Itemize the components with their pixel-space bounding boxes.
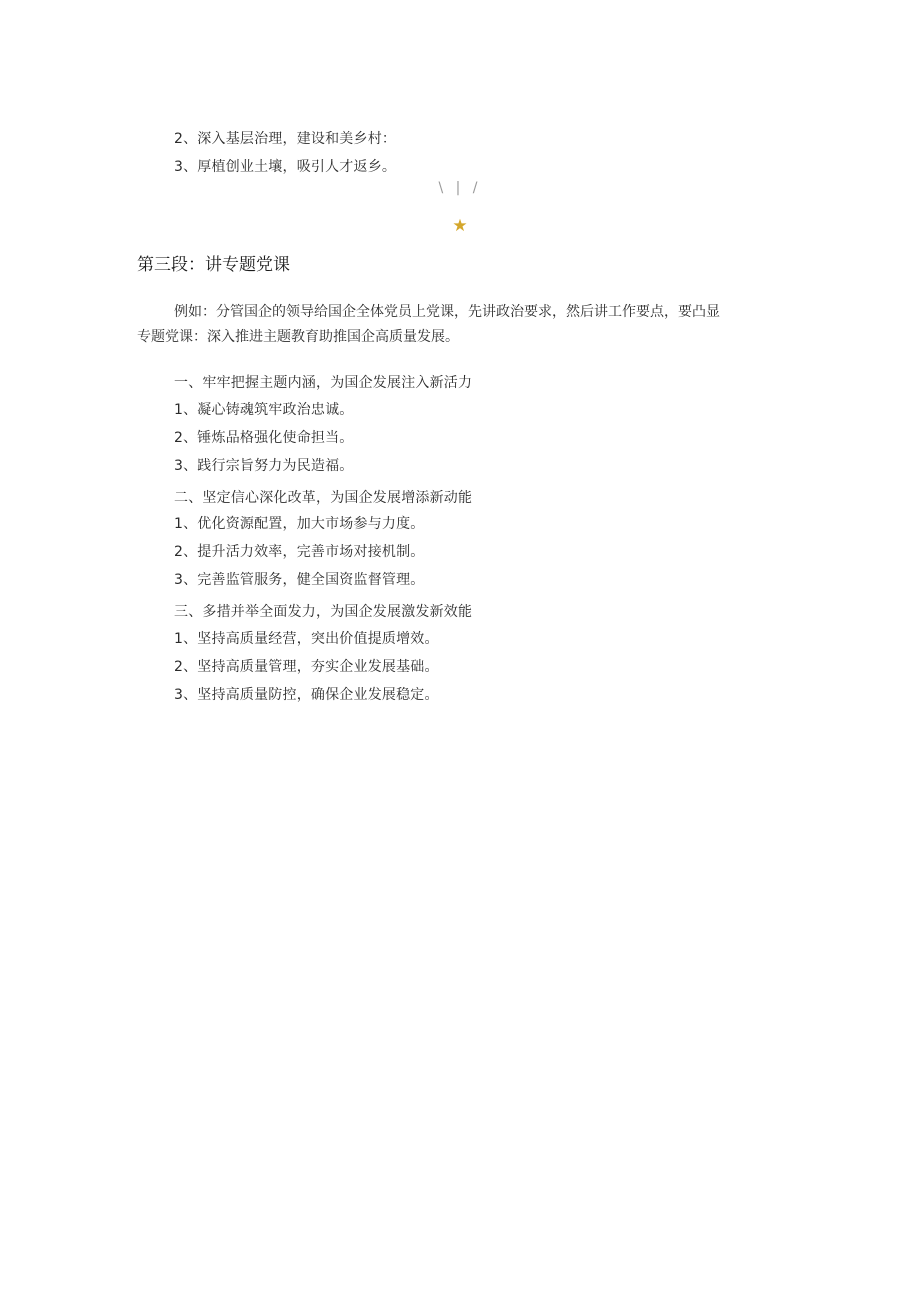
section-heading: 第三段：讲专题党课 (137, 255, 290, 275)
list-item: 1、凝心铸魂筑牢政治忠诚。 (174, 402, 354, 418)
list-item: 2、坚持高质量管理，夯实企业发展基础。 (174, 659, 439, 675)
star-icon: ★ (452, 216, 468, 236)
intro-line: 例如：分管国企的领导给国企全体党员上党课，先讲政治要求，然后讲工作要点，要凸显 (174, 304, 720, 320)
list-item: 3、践行宗旨努力为民造福。 (174, 458, 354, 474)
outline-heading: 一、牢牢把握主题内涵，为国企发展注入新活力 (174, 375, 473, 391)
list-item: 1、优化资源配置，加大市场参与力度。 (174, 516, 425, 532)
intro-paragraph (137, 300, 783, 350)
list-item: 3、完善监管服务，健全国资监督管理。 (174, 572, 425, 588)
list-item: 2、深入基层治理，建设和美乡村： (174, 131, 397, 147)
outline-heading: 二、坚定信心深化改革，为国企发展增添新动能 (174, 490, 473, 506)
list-item: 2、锤炼品格强化使命担当。 (174, 430, 354, 446)
list-item: 3、坚持高质量防控，确保企业发展稳定。 (174, 687, 439, 703)
list-item: 1、坚持高质量经营，突出价值提质增效。 (174, 631, 439, 647)
list-item: 3、厚植创业土壤，吸引人才返乡。 (174, 159, 397, 175)
outline-heading: 三、多措并举全面发力，为国企发展激发新效能 (174, 604, 473, 620)
list-item: 2、提升活力效率，完善市场对接机制。 (174, 544, 425, 560)
intro-line: 专题党课：深入推进主题教育助推国企高质量发展。 (137, 329, 459, 345)
decorative-rays: \ | / (438, 180, 482, 196)
